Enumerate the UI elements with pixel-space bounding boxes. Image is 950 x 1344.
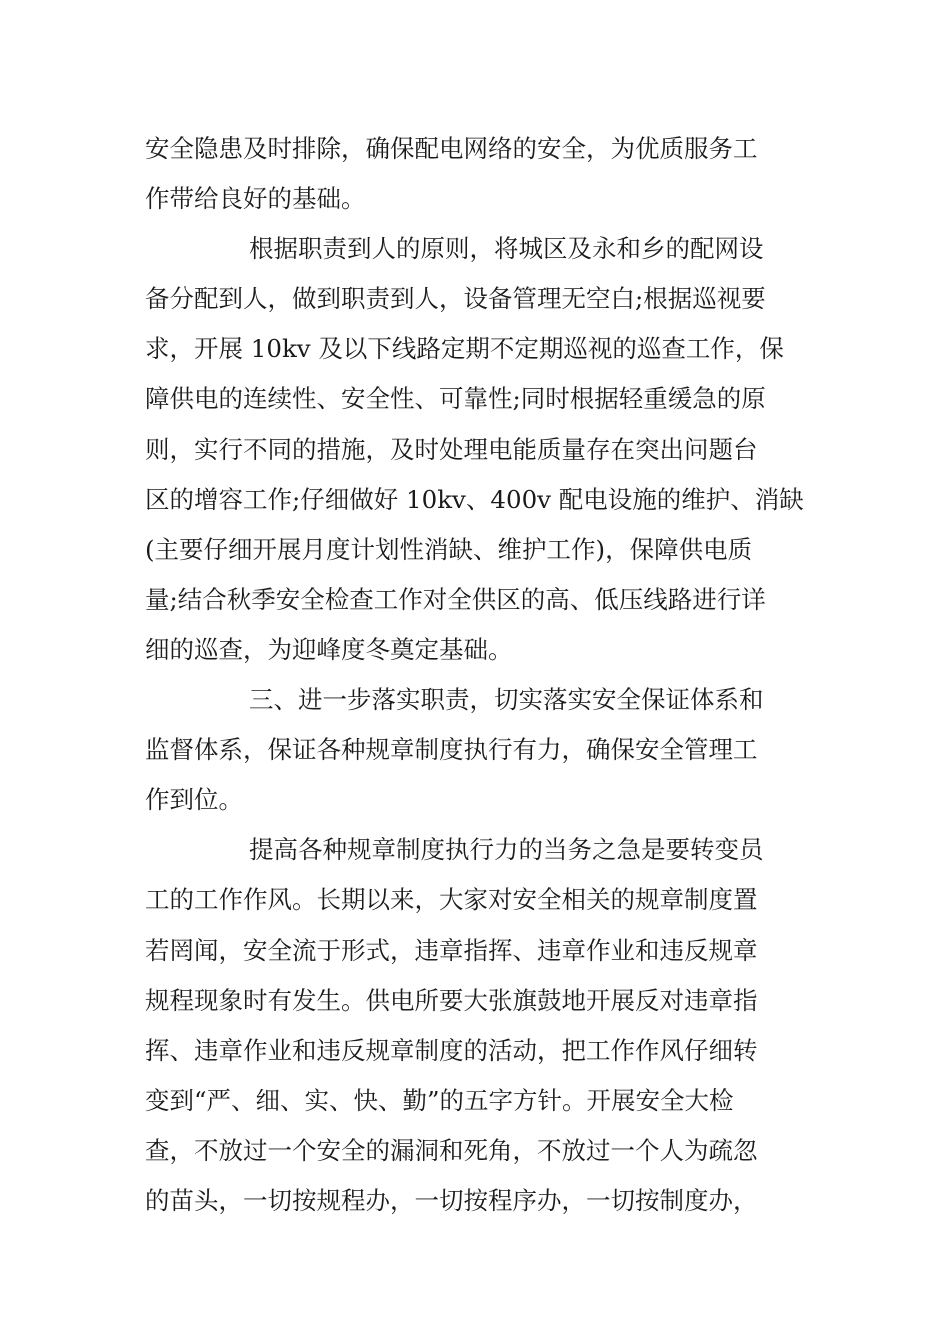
text-line: 监督体系，保证各种规章制度执行有力，确保安全管理工	[145, 735, 758, 765]
text-line: (主要仔细开展月度计划性消缺、维护工作)，保障供电质	[145, 534, 753, 564]
text-line: 求，开展 10kv 及以下线路定期不定期巡视的巡查工作，保	[145, 334, 784, 364]
text-line: 提高各种规章制度执行力的当务之急是要转变员	[249, 835, 764, 865]
text-line: 安全隐患及时排除，确保配电网络的安全，为优质服务工	[145, 134, 758, 163]
text-line: 作到位。	[145, 785, 243, 815]
text-line: 查，不放过一个安全的漏洞和死角，不放过一个人为疏忽	[145, 1135, 758, 1165]
text-line: 规程现象时有发生。供电所要大张旗鼓地开展反对违章指	[145, 985, 758, 1015]
text-line: 变到“严、细、实、快、勤”的五字方针。开展安全大检	[145, 1085, 734, 1115]
text-line: 作带给良好的基础。	[145, 184, 366, 214]
text-line: 则，实行不同的措施，及时处理电能质量存在突出问题台	[145, 434, 758, 464]
text-line: 细的巡查，为迎峰度冬奠定基础。	[145, 634, 513, 664]
text-line: 工的工作作风。长期以来，大家对安全相关的规章制度置	[145, 885, 758, 915]
text-line: 备分配到人，做到职责到人，设备管理无空白;根据巡视要	[145, 284, 766, 314]
document-body	[145, 124, 807, 1226]
text-line: 根据职责到人的原则，将城区及永和乡的配网设	[249, 234, 764, 264]
text-line: 量;结合秋季安全检查工作对全供区的高、低压线路进行详	[145, 584, 766, 614]
text-line: 的苗头，一切按规程办，一切按程序办，一切按制度办，	[145, 1185, 758, 1215]
text-line: 三、进一步落实职责，切实落实安全保证体系和	[249, 685, 764, 715]
text-line: 障供电的连续性、安全性、可靠性;同时根据轻重缓急的原	[145, 384, 766, 414]
text-line: 挥、违章作业和违反规章制度的活动，把工作作风仔细转	[145, 1035, 758, 1065]
text-line: 区的增容工作;仔细做好 10kv、400v 配电设施的维护、消缺	[145, 484, 804, 514]
text-line: 若罔闻，安全流于形式，违章指挥、违章作业和违反规章	[145, 935, 758, 965]
